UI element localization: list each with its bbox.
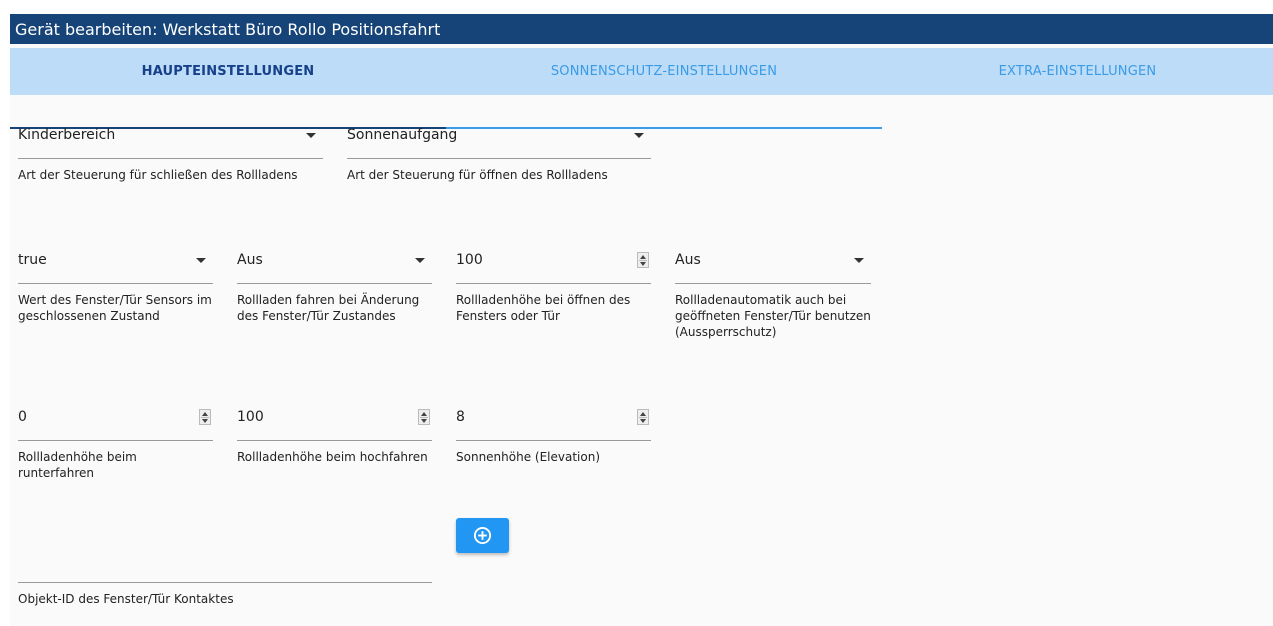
object-id-input[interactable] <box>18 548 432 608</box>
up-height-helper: Rollladenhöhe beim hochfahren <box>237 450 428 464</box>
move-on-change-underline <box>237 283 432 284</box>
open-height-underline <box>456 283 651 284</box>
move-on-change-select[interactable] <box>237 249 432 339</box>
spinner-icon[interactable] <box>418 409 430 425</box>
elevation-input[interactable] <box>456 406 651 486</box>
sensor-value-helper: Wert des Fenster/Tür Sensors im geschlossenen Zustand <box>18 293 212 323</box>
sensor-value-value: true <box>18 252 47 268</box>
open-mode-helper: Art der Steuerung für öffnen des Rollladens <box>347 168 608 182</box>
open-mode-value: Sonnenaufgang <box>347 127 458 143</box>
elevation-helper: Sonnenhöhe (Elevation) <box>456 450 601 464</box>
dialog-title: Gerät bearbeiten: Werkstatt Büro Rollo Positionsfahrt <box>15 20 441 39</box>
up-height-input[interactable] <box>237 406 432 486</box>
elevation-underline <box>456 440 651 441</box>
up-height-underline <box>237 440 432 441</box>
move-on-change-helper: Rollladen fahren bei Änderung des Fenster/Tür Zustandes <box>237 293 420 323</box>
sensor-value-select[interactable] <box>18 249 213 339</box>
spinner-icon[interactable] <box>637 409 649 425</box>
dialog-title-bar <box>10 14 1273 44</box>
tab-sunshade-settings[interactable]: SONNENSCHUTZ-EINSTELLUNGEN <box>550 64 778 79</box>
open-height-value: 100 <box>456 252 483 268</box>
close-mode-helper: Art der Steuerung für schließen des Rollladens <box>18 168 298 182</box>
down-height-underline <box>18 440 213 441</box>
lockout-value: Aus <box>675 252 701 268</box>
lockout-select[interactable] <box>675 249 871 359</box>
caret-down-icon <box>196 258 206 263</box>
close-mode-value: Kinderbereich <box>18 127 116 143</box>
caret-down-icon <box>306 133 316 138</box>
tab-bar <box>10 48 1273 95</box>
sensor-value-underline <box>18 283 213 284</box>
open-mode-underline <box>347 158 651 159</box>
down-height-input[interactable] <box>18 406 213 486</box>
down-height-helper: Rollladenhöhe beim runterfahren <box>18 450 137 480</box>
add-object-id-button[interactable] <box>456 518 509 553</box>
caret-down-icon <box>634 133 644 138</box>
edit-device-dialog <box>10 14 1273 626</box>
close-mode-select[interactable] <box>18 124 323 184</box>
spinner-icon[interactable] <box>199 409 211 425</box>
spinner-icon[interactable] <box>637 252 649 268</box>
caret-down-icon <box>854 258 864 263</box>
move-on-change-value: Aus <box>237 252 263 268</box>
up-height-value: 100 <box>237 409 264 425</box>
open-mode-select[interactable] <box>347 124 651 184</box>
close-mode-underline <box>18 158 323 159</box>
tab-extra-settings[interactable]: EXTRA-EINSTELLUNGEN <box>998 64 1157 79</box>
object-id-helper: Objekt-ID des Fenster/Tür Kontaktes <box>18 592 234 606</box>
caret-down-icon <box>415 258 425 263</box>
plus-circle-icon <box>473 526 492 545</box>
open-height-input[interactable] <box>456 249 651 339</box>
open-height-helper: Rollladenhöhe bei öffnen des Fensters oder Tür <box>456 293 631 323</box>
elevation-value: 8 <box>456 409 465 425</box>
down-height-value: 0 <box>18 409 27 425</box>
tab-main-settings[interactable]: HAUPTEINSTELLUNGEN <box>141 64 315 79</box>
object-id-underline <box>18 582 432 583</box>
lockout-underline <box>675 283 871 284</box>
lockout-helper: Rollladenautomatik auch bei geöffneten Fenster/Tür benutzen (Aussperrschutz) <box>675 293 871 339</box>
